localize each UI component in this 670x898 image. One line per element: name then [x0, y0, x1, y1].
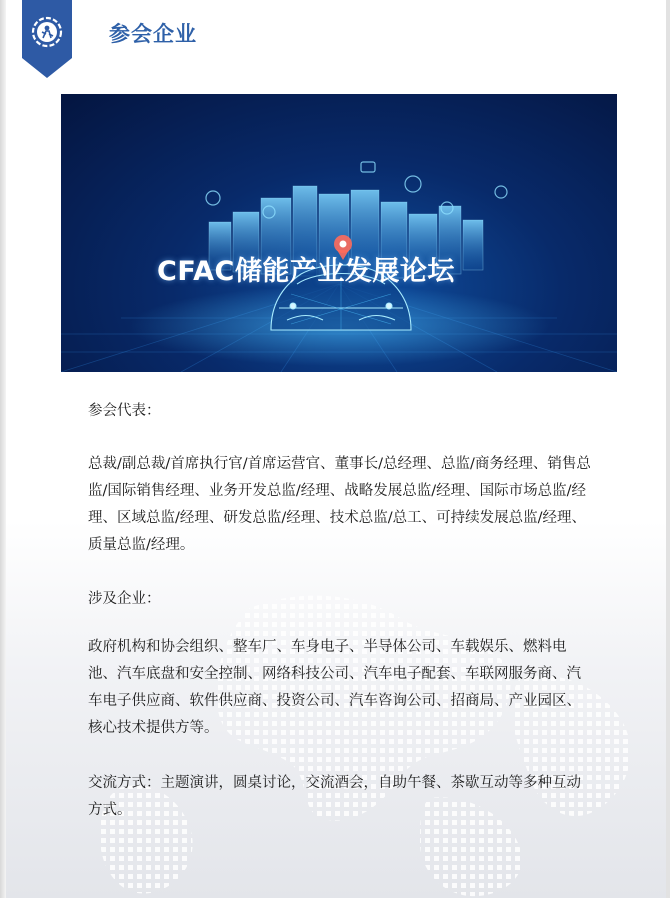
exchange-methods: 交流方式：主题演讲，圆桌讨论，交流酒会，自助午餐、茶歇互动等多种互动方式。 [88, 775, 581, 818]
section-title: 参会企业 [109, 22, 197, 46]
companies-body: 政府机构和协会组织、整车厂、车身电子、半导体公司、车载娱乐、燃料电池、汽车底盘和安全控制、网络科技公司、汽车电子配套、车联网服务商、汽车电子供应商、软件供应商、投资公司、汽车咨询公司、招商局、产业园区、核心技术提供方等。 [88, 639, 581, 736]
delegates-heading: 参会代表： [88, 403, 161, 419]
section-badge [22, 0, 72, 78]
banner-title: CFAC储能产业发展论坛 [157, 256, 455, 287]
forum-banner [61, 94, 617, 372]
banner-artwork [61, 94, 617, 372]
delegates-body: 总裁/副总裁/首席执行官/首席运营官、董事长/总经理、总监/商务经理、销售总监/国际销售经理、业务开发总监/经理、战略发展总监/经理、国际市场总监/经理、区域总监/经理、研发总监/经理、技术总监/总工、可持续发展总监/经理、质量总监/经理。 [88, 456, 591, 553]
companies-heading: 涉及企业： [88, 591, 161, 607]
person-in-gear-icon [33, 18, 61, 46]
